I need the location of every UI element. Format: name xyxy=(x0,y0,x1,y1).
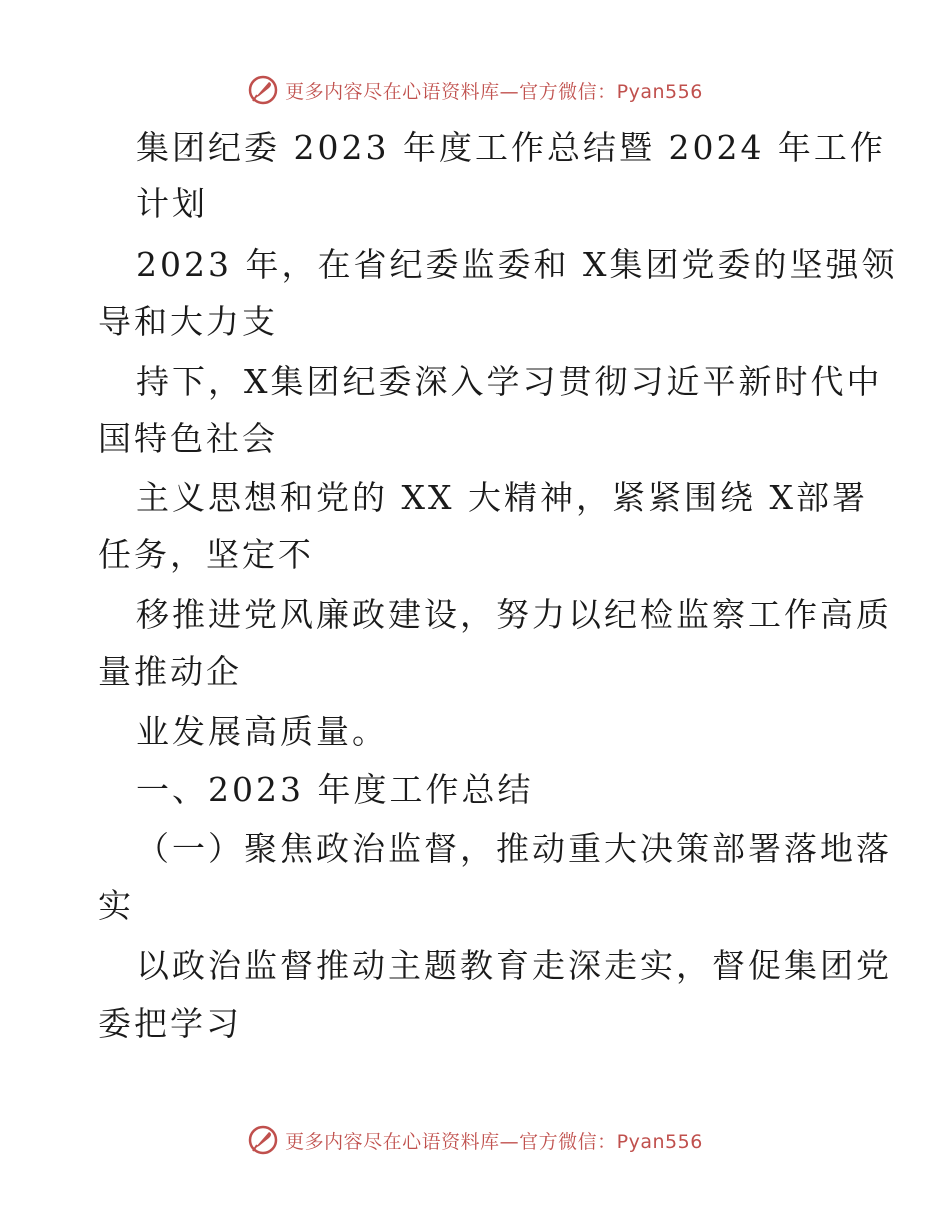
document-title-line-1: 集团纪委 2023 年度工作总结暨 2024 年工作 xyxy=(136,128,886,167)
watermark-text: 更多内容尽在心语资料库—官方微信：Pyan556 xyxy=(285,1130,703,1153)
watermark-text: 更多内容尽在心语资料库—官方微信：Pyan556 xyxy=(285,80,703,103)
paragraph-line: 量推动企 xyxy=(98,652,242,691)
paragraph-line: 委把学习 xyxy=(98,1004,242,1043)
paragraph-line: 2023 年，在省纪委监委和 X集团党委的坚强领 xyxy=(136,245,898,284)
document-title-line-2: 计划 xyxy=(136,184,208,223)
feather-pen-circle-logo-icon xyxy=(247,74,279,106)
paragraph-line: 国特色社会 xyxy=(98,419,278,458)
paragraph-line: 以政治监督推动主题教育走深走实，督促集团党 xyxy=(136,946,892,985)
footer-watermark xyxy=(0,1123,950,1157)
paragraph-line: 主义思想和党的 XX 大精神，紧紧围绕 X部署 xyxy=(136,478,868,517)
paragraph-line: 持下，X集团纪委深入学习贯彻习近平新时代中 xyxy=(136,362,883,401)
paragraph-line: 业发展高质量。 xyxy=(136,712,388,751)
subsection-heading: （一）聚焦政治监督，推动重大决策部署落地落 xyxy=(136,829,892,868)
section-heading: 一、2023 年度工作总结 xyxy=(136,770,534,809)
subsection-heading-cont: 实 xyxy=(98,886,134,925)
feather-pen-circle-logo-icon xyxy=(247,1124,279,1156)
paragraph-line: 任务，坚定不 xyxy=(98,535,314,574)
paragraph-line: 移推进党风廉政建设，努力以纪检监察工作高质 xyxy=(136,595,892,634)
paragraph-line: 导和大力支 xyxy=(98,302,278,341)
header-watermark xyxy=(0,73,950,107)
